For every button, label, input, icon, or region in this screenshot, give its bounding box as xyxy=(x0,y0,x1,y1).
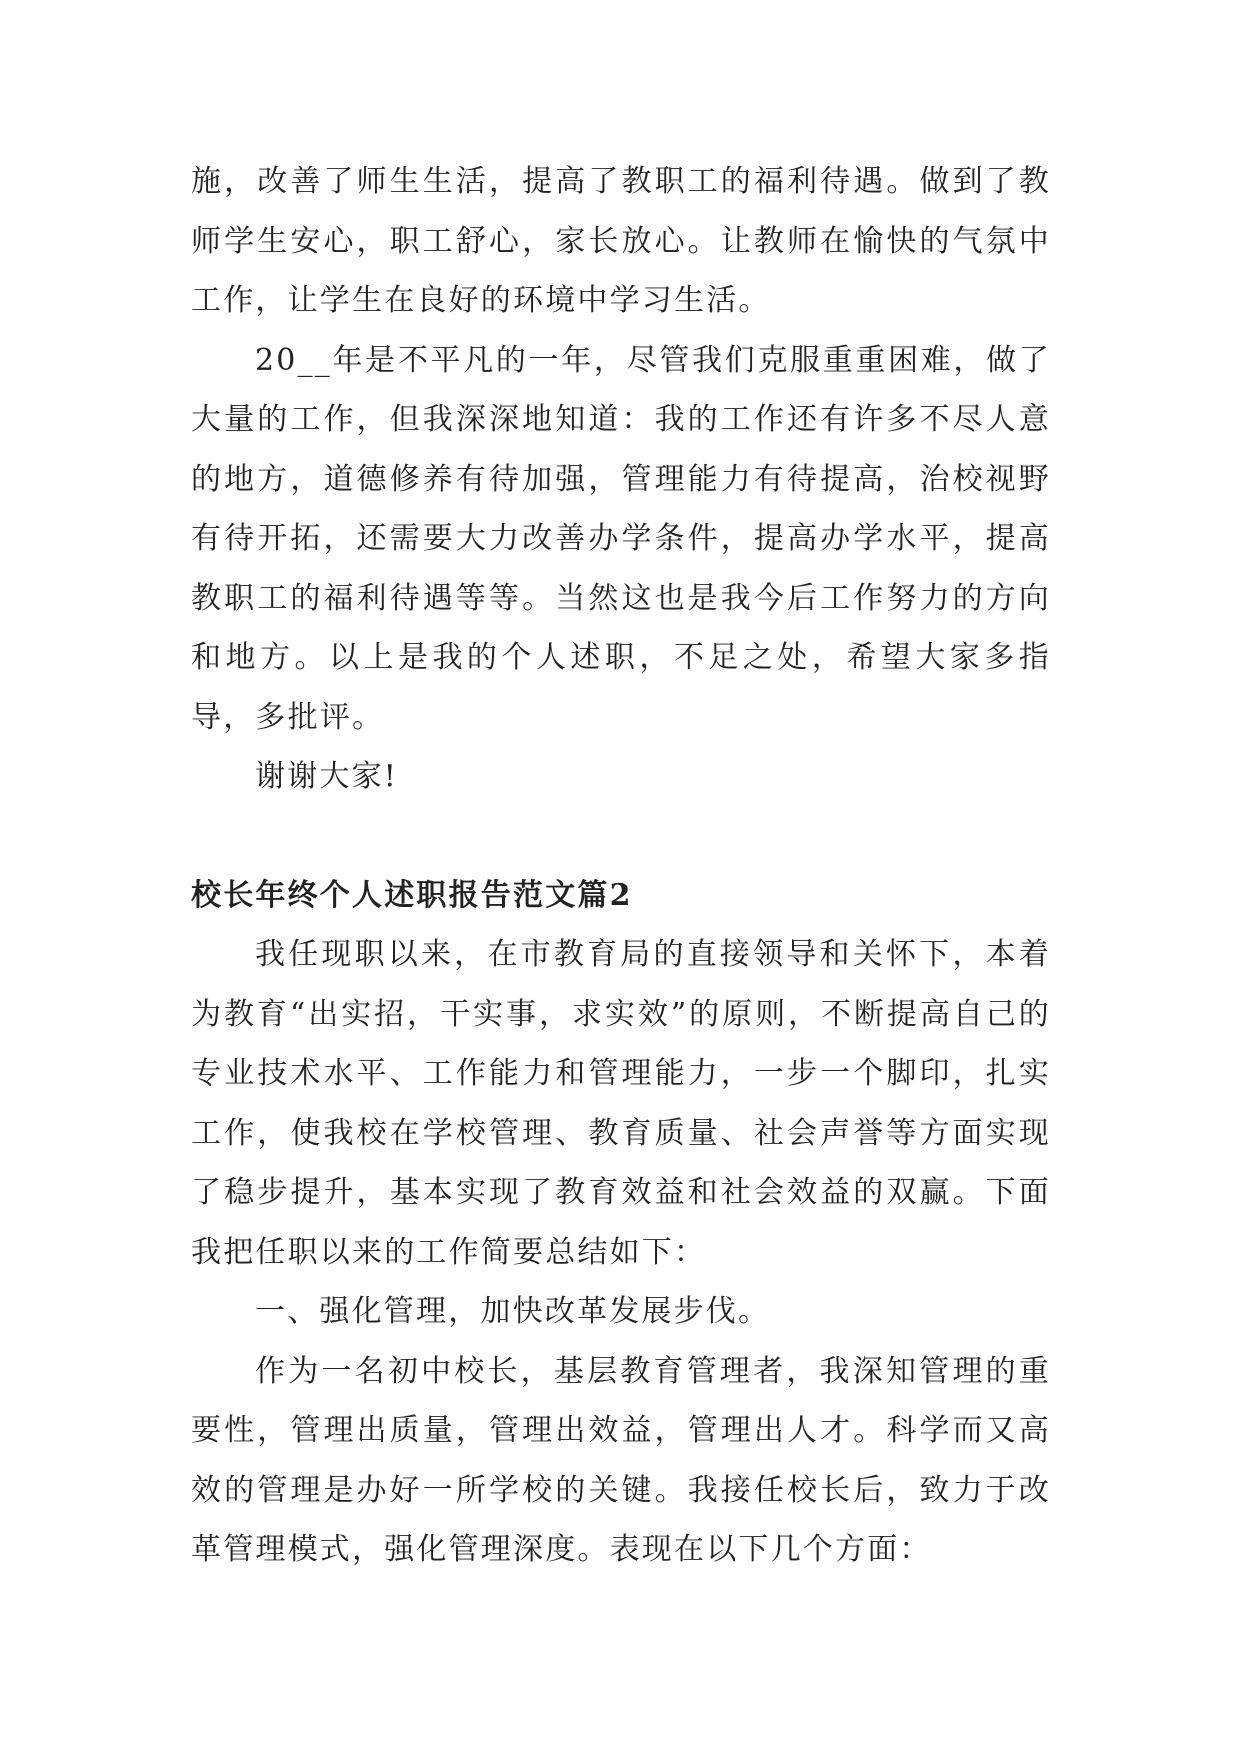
paragraph-intro: 我任现职以来，在市教育局的直接领导和关怀下，本着为教育“出实招，干实事，求实效”的原则，不断提高自己的专业技术水平、工作能力和管理能力，一步一个脚印，扎实工作，使我校在学校管理、教育质量、社会声誉等方面实现了稳步提升，基本实现了教育效益和社会效益的双赢。下面我把任职以来的工作简要总结如下： xyxy=(191,937,1051,1270)
paragraph-subheading: 一、强化管理，加快改革发展步伐。 xyxy=(255,1294,771,1329)
section-spacer xyxy=(191,807,1051,866)
section-heading: 校长年终个人述职报告范文篇2 xyxy=(191,877,633,913)
paragraph-management: 作为一名初中校长，基层教育管理者，我深知管理的重要性，管理出质量，管理出效益，管理出人才。科学而又高效的管理是办好一所学校的关键。我接任校长后，致力于改革管理模式，强化管理深度。表现在以下几个方面： xyxy=(191,1353,1051,1567)
paragraph-self-assessment: 20__年是不平凡的一年，尽管我们克服重重困难，做了大量的工作，但我深深地知道：我的工作还有许多不尽人意的地方，道德修养有待加强，管理能力有待提高，治校视野有待开拓，还需要大力改善办学条件，提高办学水平，提高教职工的福利待遇等等。当然这也是我今后工作努力的方向和地方。以上是我的个人述职，不足之处，希望大家多指导，多批评。 xyxy=(191,342,1051,735)
paragraph-continuation: 施，改善了师生生活，提高了教职工的福利待遇。做到了教师学生安心，职工舒心，家长放心。让教师在愉快的气氛中工作，让学生在良好的环境中学习生活。 xyxy=(191,164,1051,318)
paragraph-thanks: 谢谢大家! xyxy=(255,759,399,794)
document-page xyxy=(191,152,1051,1580)
